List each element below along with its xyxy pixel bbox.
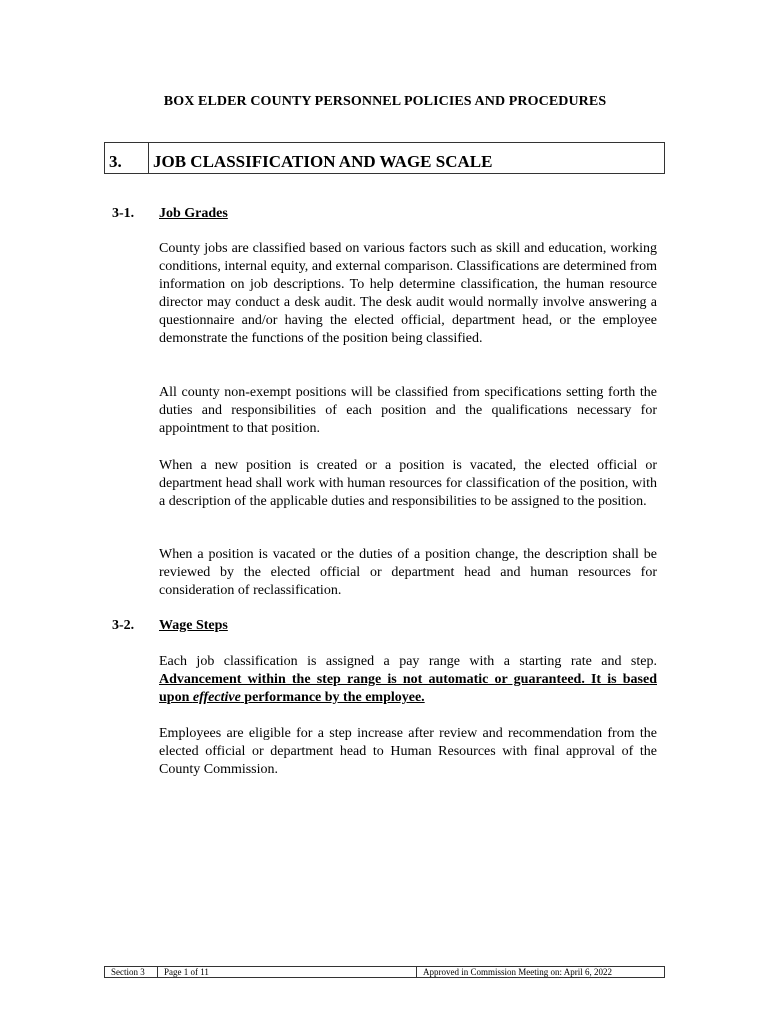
section-heading-wage-steps: Wage Steps — [159, 618, 228, 633]
section-number-3-2: 3-2. — [112, 618, 135, 633]
wage-steps-plain-text: Each job classification is assigned a pay range with a starting rate and step. — [159, 654, 657, 669]
section-number-3-1: 3-1. — [112, 206, 135, 221]
paragraph-job-grades-3: When a new position is created or a position is vacated, the elected official or department head shall work with human resources for classification of the position, with a description of the applicable duties and responsibilities to be assigned to the position. — [159, 458, 657, 509]
wage-steps-emphasis-a: Advancement within the step range is not automatic or guaranteed. It is based upon — [159, 672, 657, 705]
paragraph-job-grades-4: When a position is vacated or the duties of a position change, the description shall be reviewed by the elected official or department head and human resources for consideration of reclassification. — [159, 547, 657, 598]
wage-steps-emphasis-b: performance by the employee. — [240, 690, 425, 705]
document-header: BOX ELDER COUNTY PERSONNEL POLICIES AND PROCEDURES — [163, 94, 607, 109]
page-footer — [104, 966, 665, 978]
paragraph-job-grades-1: County jobs are classified based on various factors such as skill and education, working conditions, internal equity, and external comparison. Classifications are determined from information on job descriptions. To help determine classification, the human resource director may conduct a desk audit. The desk audit would normally involve answering a questionnaire and/or having the elected official, department head, or the employee demonstrate the functions of the position being classified. — [159, 241, 657, 346]
paragraph-wage-steps-2: Employees are eligible for a step increase after review and recommendation from the elected official or department head to Human Resources with final approval of the County Commission. — [159, 726, 657, 777]
footer-approval: Approved in Commission Meeting on: April 6, 2022 — [423, 967, 612, 977]
chapter-number: 3. — [105, 143, 149, 173]
chapter-title: JOB CLASSIFICATION AND WAGE SCALE — [153, 152, 493, 171]
wage-steps-emphasis-italic: effective — [192, 690, 241, 705]
footer-section: Section 3 — [105, 967, 158, 977]
section-heading-job-grades: Job Grades — [159, 206, 228, 221]
footer-page-number: Page 1 of 11 — [158, 967, 417, 977]
paragraph-job-grades-2: All county non-exempt positions will be classified from specifications setting forth the duties and responsibilities of each position and the qualifications necessary for appointment to that position. — [159, 385, 657, 436]
paragraph-wage-steps-1 — [159, 653, 657, 707]
chapter-title-box — [104, 142, 665, 174]
